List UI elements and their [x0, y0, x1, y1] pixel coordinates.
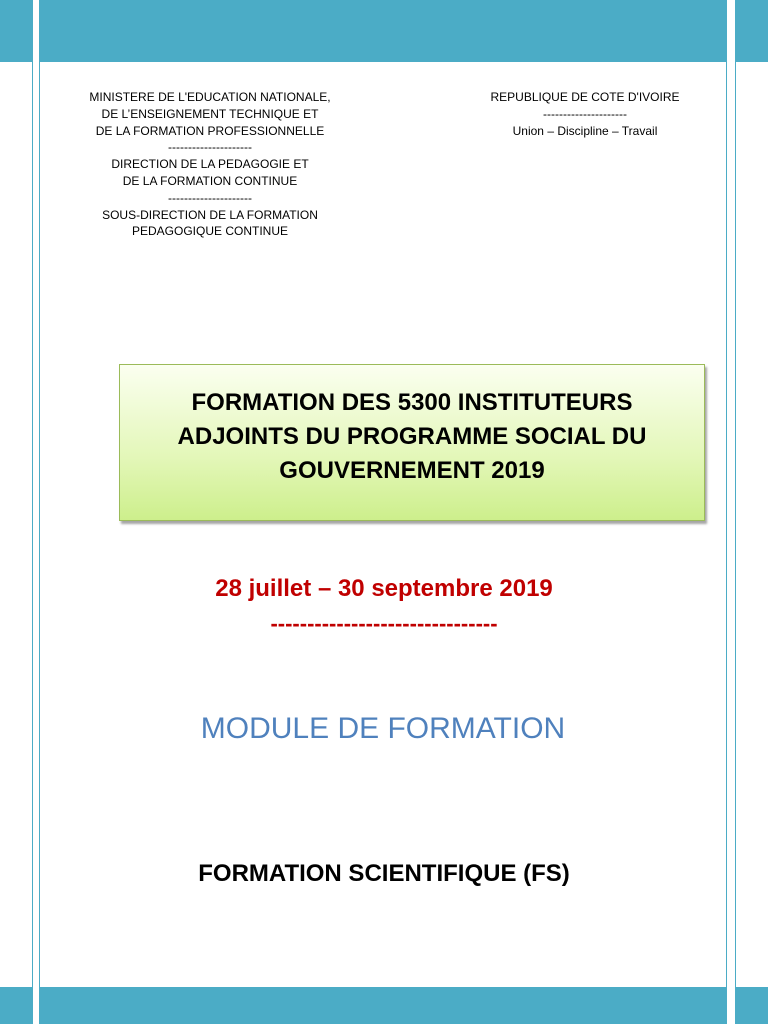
ministry-line: DE L’ENSEIGNEMENT TECHNIQUE ET [101, 106, 319, 121]
sub-direction-line: PEDAGOGIQUE CONTINUE [131, 224, 289, 239]
frame-band-top [40, 0, 726, 62]
republic-motto: Union – Discipline – Travail [512, 123, 658, 138]
frame-band-top-right [736, 0, 768, 62]
module-heading: MODULE DE FORMATION [200, 712, 566, 745]
frame-band-bottom-left [0, 987, 32, 1024]
republic-header [460, 89, 710, 139]
document-title [178, 386, 647, 488]
header-separator: --------------------- [168, 140, 252, 155]
title-line: GOUVERNEMENT 2019 [279, 456, 545, 484]
header-separator: --------------------- [543, 106, 627, 121]
ministry-line: DE LA FORMATION PROFESSIONNELLE [95, 123, 325, 138]
frame-band-top-left [0, 0, 32, 62]
ministry-line: MINISTERE DE L'EDUCATION NATIONALE, [89, 90, 331, 104]
training-dates: 28 juillet – 30 septembre 2019 [215, 575, 553, 602]
title-box [119, 364, 705, 521]
title-line: FORMATION DES 5300 INSTITUTEURS [191, 388, 633, 416]
header-separator: --------------------- [168, 190, 252, 205]
direction-line: DE LA FORMATION CONTINUE [122, 173, 298, 188]
title-line: ADJOINTS DU PROGRAMME SOCIAL DU [177, 422, 647, 450]
sub-direction-line: SOUS-DIRECTION DE LA FORMATION [102, 207, 318, 222]
ministry-header [60, 89, 360, 240]
module-subject: FORMATION SCIENTIFIQUE (FS) [198, 860, 570, 887]
frame-band-bottom-right [736, 987, 768, 1024]
direction-line: DIRECTION DE LA PEDAGOGIE ET [111, 157, 309, 172]
dates-separator: ------------------------------- [270, 611, 498, 636]
republic-name: REPUBLIQUE DE COTE D'IVOIRE [490, 90, 680, 104]
frame-band-bottom [40, 987, 726, 1024]
